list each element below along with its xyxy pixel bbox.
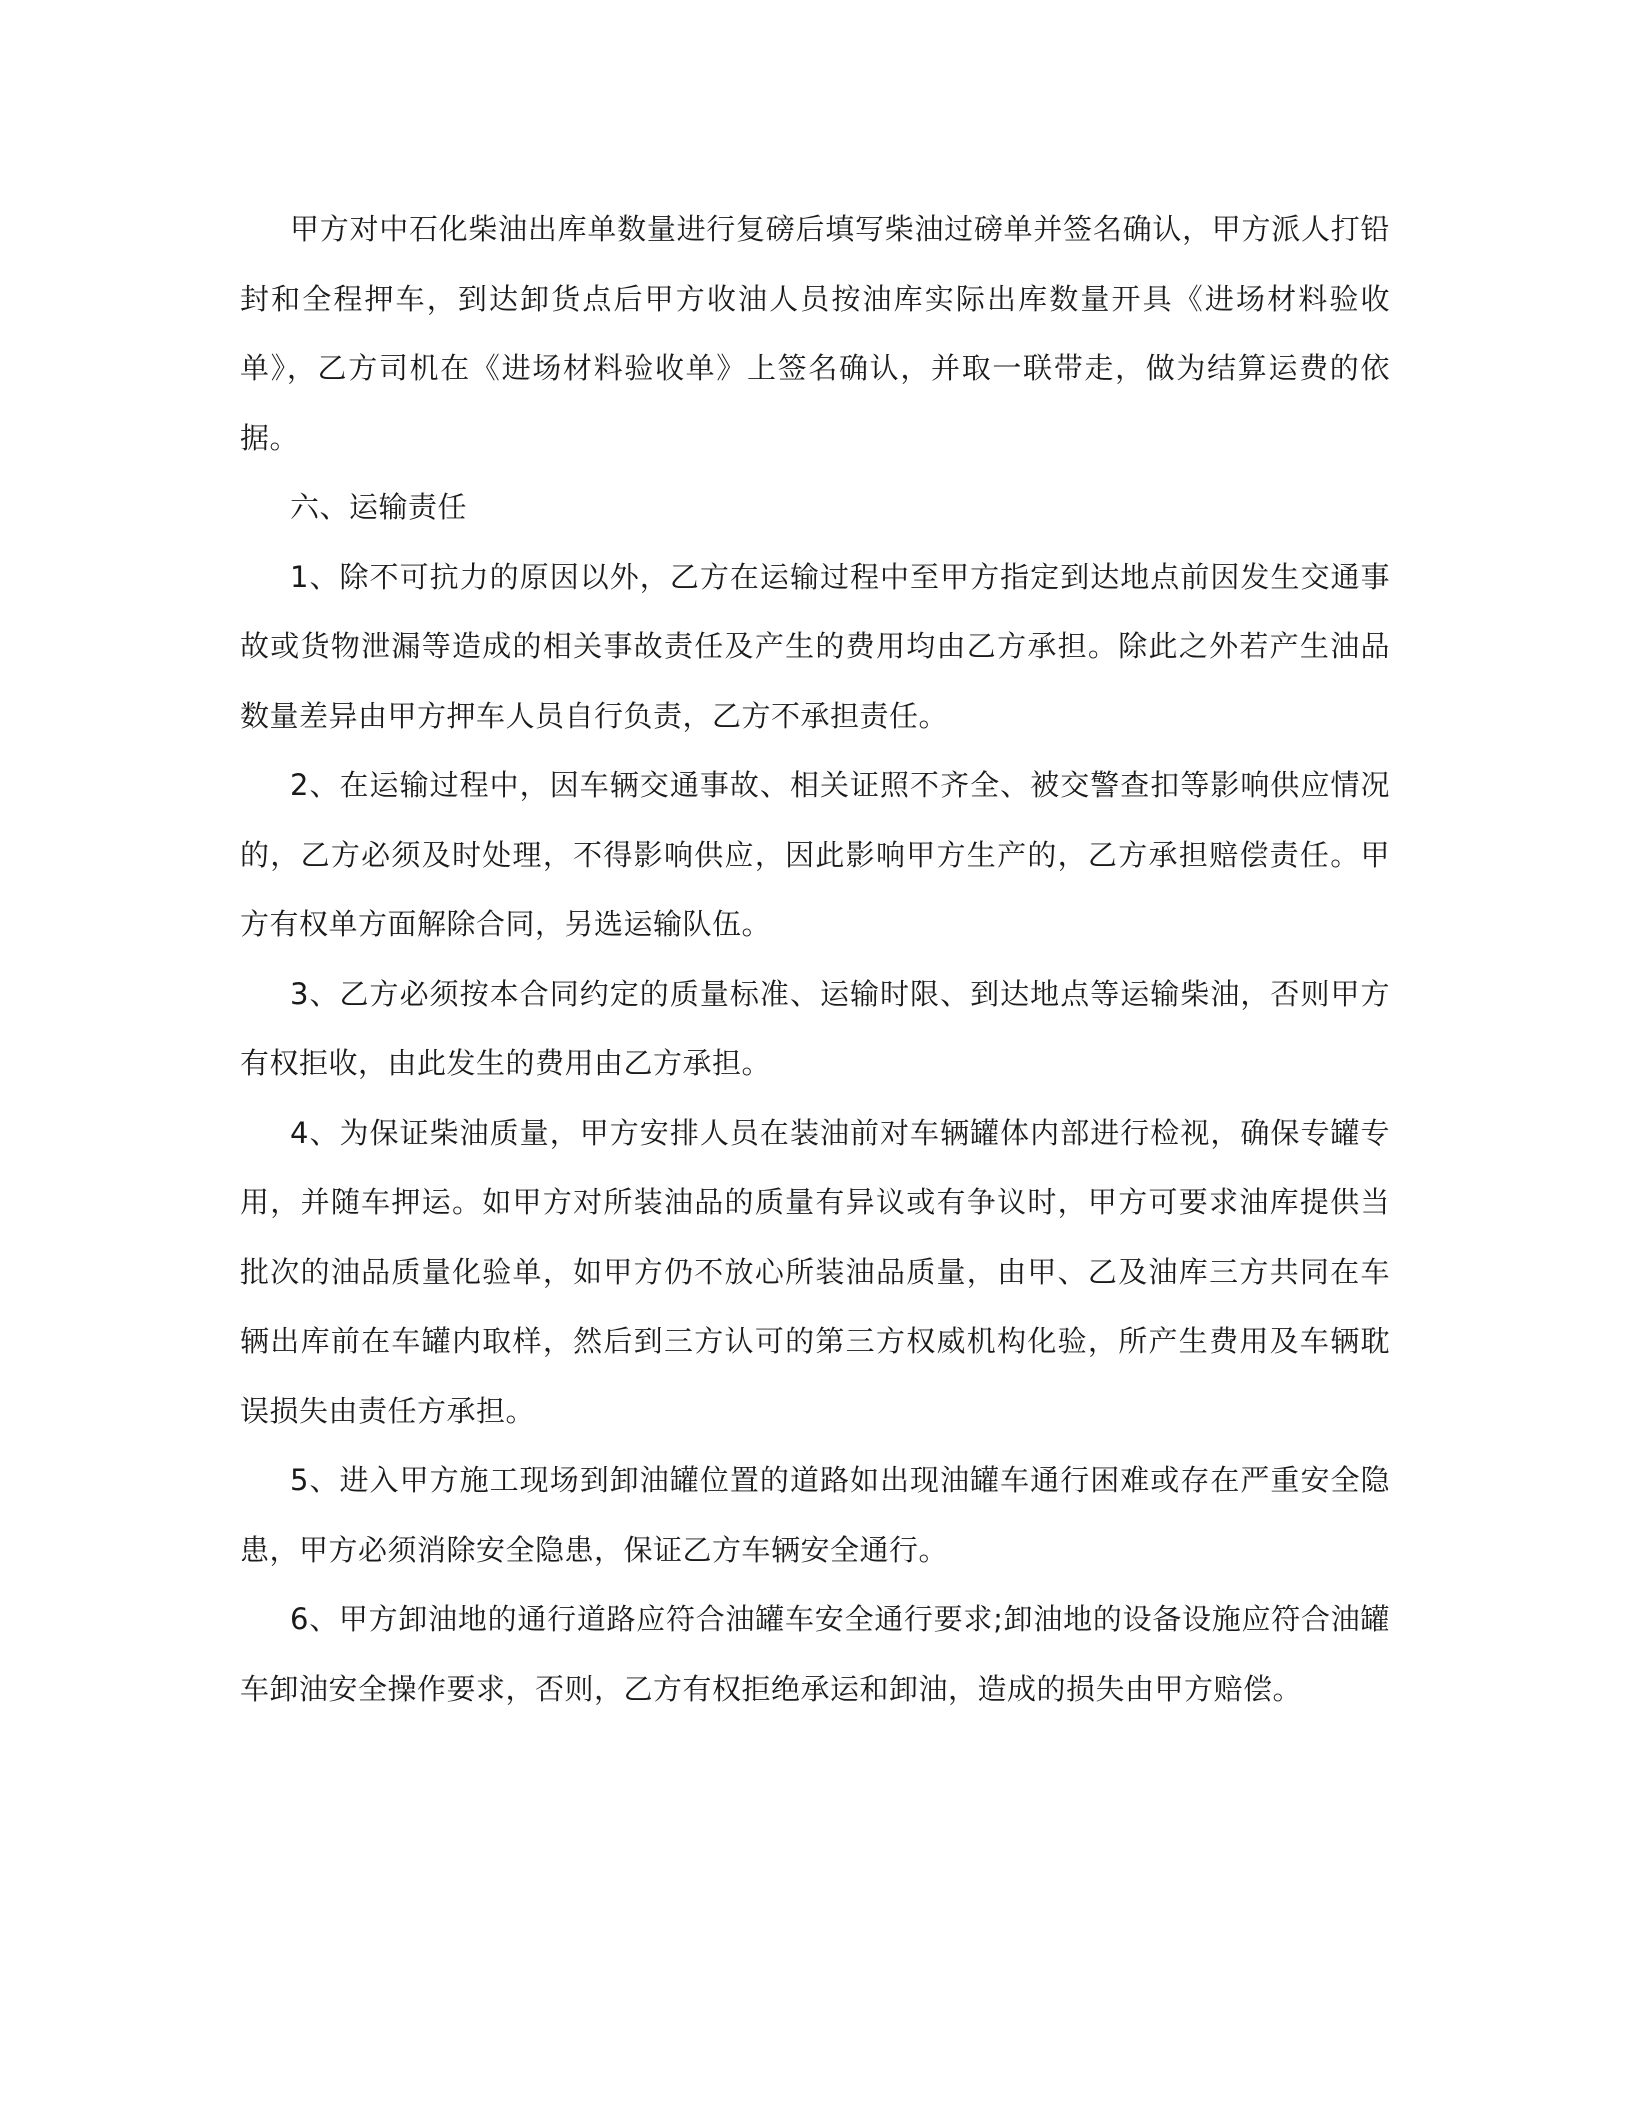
clause-1: 1、除不可抗力的原因以外，乙方在运输过程中至甲方指定到达地点前因发生交通事故或货物泄漏等造成的相关事故责任及产生的费用均由乙方承担。除此之外若产生油品数量差异由甲方押车人员自行负责，乙方不承担责任。 xyxy=(240,559,1390,733)
document-page xyxy=(240,195,1390,1724)
clause-5: 5、进入甲方施工现场到卸油罐位置的道路如出现油罐车通行困难或存在严重安全隐患，甲方必须消除安全隐患，保证乙方车辆安全通行。 xyxy=(240,1463,1390,1567)
paragraph-weighing-procedure: 甲方对中石化柴油出库单数量进行复磅后填写柴油过磅单并签名确认，甲方派人打铅封和全程押车，到达卸货点后甲方收油人员按油库实际出库数量开具《进场材料验收单》，乙方司机在《进场材料验收单》上签名确认，并取一联带走，做为结算运费的依据。 xyxy=(240,212,1390,455)
clause-6: 6、甲方卸油地的通行道路应符合油罐车安全通行要求;卸油地的设备设施应符合油罐车卸油安全操作要求，否则，乙方有权拒绝承运和卸油，造成的损失由甲方赔偿。 xyxy=(240,1602,1390,1706)
clause-4: 4、为保证柴油质量，甲方安排人员在装油前对车辆罐体内部进行检视，确保专罐专用，并随车押运。如甲方对所装油品的质量有异议或有争议时，甲方可要求油库提供当批次的油品质量化验单，如甲方仍不放心所装油品质量，由甲、乙及油库三方共同在车辆出库前在车罐内取样，然后到三方认可的第三方权威机构化验，所产生费用及车辆耽误损失由责任方承担。 xyxy=(240,1115,1390,1428)
clause-2: 2、在运输过程中，因车辆交通事故、相关证照不齐全、被交警查扣等影响供应情况的，乙方必须及时处理，不得影响供应，因此影响甲方生产的，乙方承担赔偿责任。甲方有权单方面解除合同，另选运输队伍。 xyxy=(240,768,1390,941)
clause-3: 3、乙方必须按本合同约定的质量标准、运输时限、到达地点等运输柴油，否则甲方有权拒收，由此发生的费用由乙方承担。 xyxy=(240,976,1390,1080)
section-heading-transport-liability: 六、运输责任 xyxy=(290,490,468,524)
